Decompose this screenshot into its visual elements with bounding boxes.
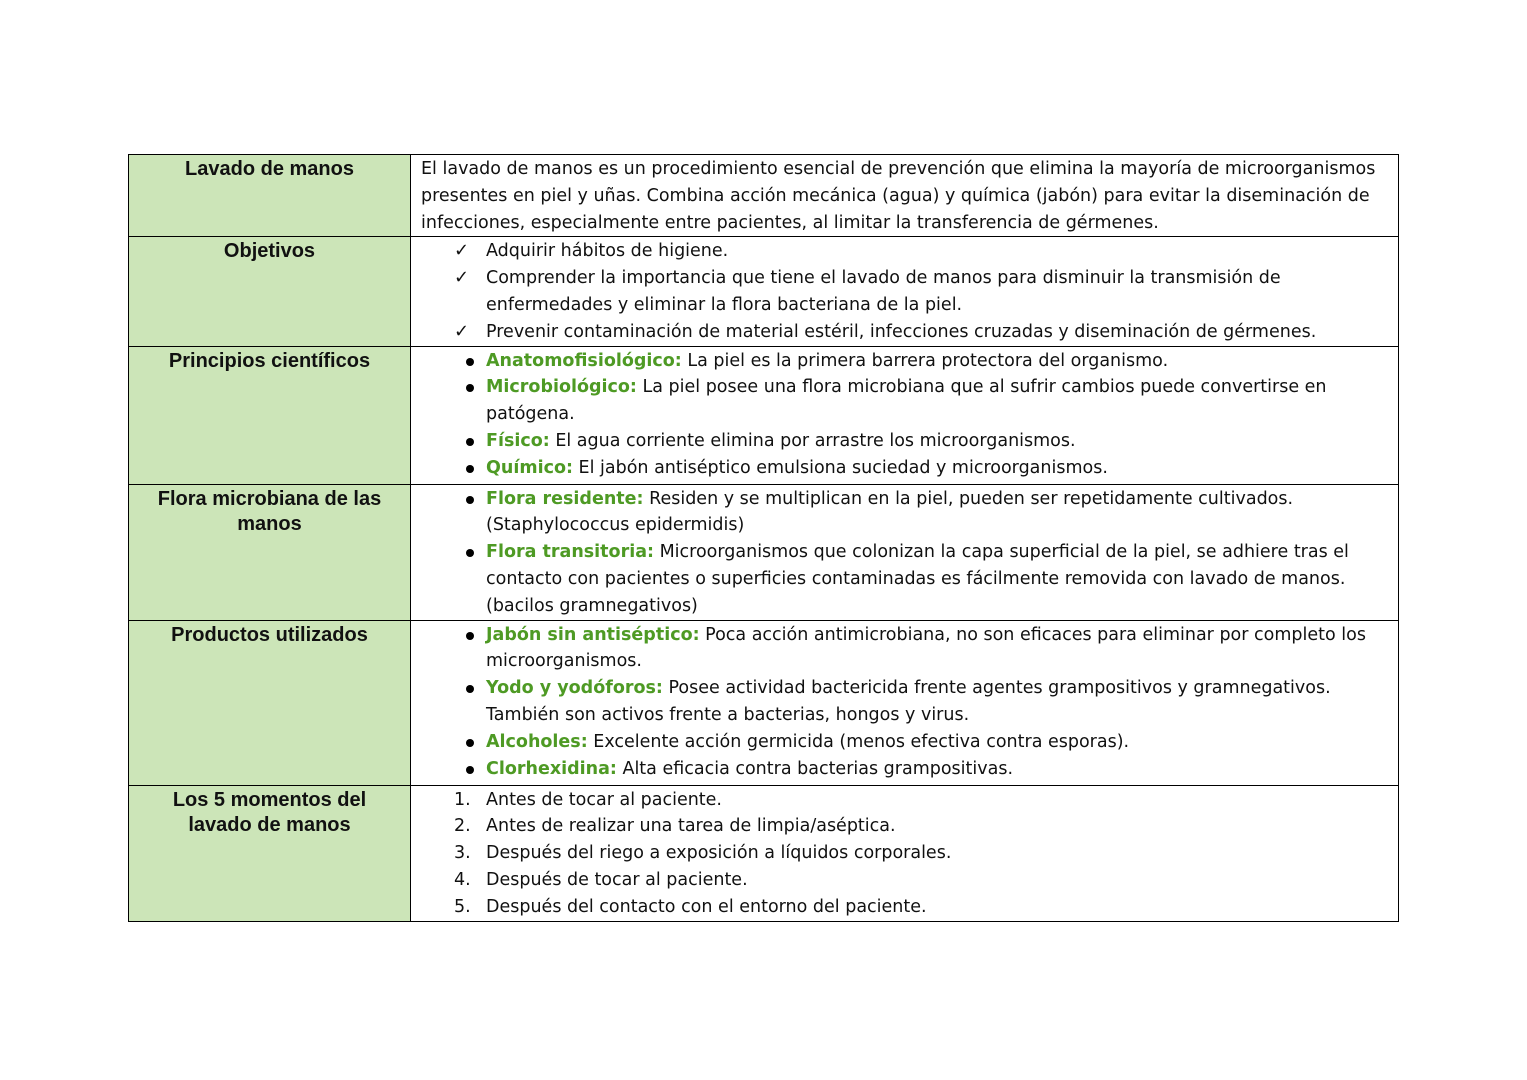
check-icon: ✓ — [454, 267, 470, 289]
row-principios — [129, 346, 1399, 484]
flora-list — [421, 486, 1384, 620]
item-text: Después del contacto con el entorno del paciente. — [486, 896, 927, 917]
item-text: Adquirir hábitos de higiene. — [486, 241, 729, 262]
item-text: Posee actividad bactericida frente agentes grampositivos y gramnegativos. También son activos frente a bacterias, hongos y virus. — [486, 678, 1331, 725]
row-label: Lavado de manos — [129, 155, 411, 237]
moments-list — [421, 787, 1384, 921]
item-number: 5. — [454, 896, 471, 917]
item-term: Flora residente: — [486, 488, 644, 509]
list-item — [421, 238, 1384, 265]
item-text: Poca acción antimicrobiana, no son eficaces para eliminar por completo los microorganismos. — [486, 624, 1366, 672]
item-number: 4. — [454, 869, 471, 890]
row-content — [411, 346, 1399, 484]
item-term: Jabón sin antiséptico: — [486, 624, 700, 645]
row-label: Productos utilizados — [129, 620, 411, 785]
list-item — [421, 428, 1384, 455]
list-item — [421, 486, 1384, 540]
item-term: Clorhexidina: — [486, 758, 617, 779]
list-item — [421, 787, 1384, 814]
list-item — [421, 265, 1384, 319]
row-lavado-de-manos — [129, 155, 1399, 237]
item-term: Yodo y yodóforos: — [486, 678, 663, 699]
check-icon: ✓ — [454, 320, 470, 342]
row-flora — [129, 484, 1399, 620]
list-item — [421, 729, 1384, 756]
row-label: Los 5 momentos del lavado de manos — [129, 785, 411, 921]
row-label: Flora microbiana de las manos — [129, 484, 411, 620]
item-term: Químico: — [486, 457, 573, 478]
row-label: Principios científicos — [129, 346, 411, 484]
list-item — [421, 840, 1384, 867]
item-term: Alcoholes: — [486, 731, 588, 752]
item-term: Microbiológico: — [486, 377, 637, 398]
list-item — [421, 455, 1384, 482]
list-item — [421, 348, 1384, 375]
item-number: 2. — [454, 816, 471, 837]
list-item — [421, 622, 1384, 676]
item-text: Antes de tocar al paciente. — [486, 789, 722, 810]
item-text: Alta eficacia contra bacterias grampositivas. — [616, 758, 1014, 779]
item-text: Residen y se multiplican en la piel, pueden ser repetidamente cultivados. (Staphylococcus epidermidis) — [486, 488, 1294, 536]
item-term: Flora transitoria: — [486, 542, 655, 563]
list-item — [421, 867, 1384, 894]
item-text: Antes de realizar una tarea de limpia/aséptica. — [486, 816, 896, 837]
item-text: La piel posee una flora microbiana que al sufrir cambios puede convertirse en patógena. — [486, 377, 1327, 425]
definition-text: El lavado de manos es un procedimiento esencial de prevención que elimina la mayoría de microorganismos presentes en piel y uñas. Combina acción mecánica (agua) y química (jabón) para evitar la diseminación de infecciones, especialmente entre pacientes, al limitar la transferencia de gérmenes. — [421, 159, 1376, 233]
row-content — [411, 155, 1399, 237]
row-label: Objetivos — [129, 237, 411, 346]
item-text: El agua corriente elimina por arrastre los microorganismos. — [549, 430, 1076, 451]
row-5-momentos — [129, 785, 1399, 921]
row-content — [411, 785, 1399, 921]
item-term: Físico: — [486, 430, 550, 451]
list-item — [421, 894, 1384, 921]
principles-list — [421, 348, 1384, 482]
row-content — [411, 620, 1399, 785]
item-text: Prevenir contaminación de material estéril, infecciones cruzadas y diseminación de gérmenes. — [486, 321, 1317, 342]
item-text: Comprender la importancia que tiene el lavado de manos para disminuir la transmisión de enfermedades y eliminar la flora bacteriana de la piel. — [486, 268, 1281, 315]
item-text: La piel es la primera barrera protectora del organismo. — [681, 350, 1169, 371]
item-text: Excelente acción germicida (menos efectiva contra esporas). — [587, 731, 1130, 752]
list-item — [421, 319, 1384, 346]
check-icon: ✓ — [454, 240, 470, 262]
row-content — [411, 237, 1399, 346]
list-item — [421, 756, 1384, 783]
list-item — [421, 675, 1384, 729]
item-text: Después de tocar al paciente. — [486, 869, 748, 890]
list-item — [421, 374, 1384, 428]
products-list — [421, 622, 1384, 783]
item-number: 3. — [454, 843, 471, 864]
row-productos — [129, 620, 1399, 785]
item-term: Anatomofisiológico: — [486, 350, 682, 371]
item-text: Microorganismos que colonizan la capa superficial de la piel, se adhiere tras el contacto con pacientes o superficies contaminadas es fácilmente removida con lavado de manos. (bacilos gramnegativos) — [486, 542, 1349, 616]
row-objetivos — [129, 237, 1399, 346]
item-text: Después del riego a exposición a líquidos corporales. — [486, 843, 952, 864]
item-text: El jabón antiséptico emulsiona suciedad y microorganismos. — [572, 457, 1108, 478]
hand-washing-table — [128, 154, 1399, 922]
list-item — [421, 539, 1384, 619]
objectives-list — [421, 238, 1384, 345]
row-content — [411, 484, 1399, 620]
list-item — [421, 813, 1384, 840]
item-number: 1. — [454, 789, 471, 810]
